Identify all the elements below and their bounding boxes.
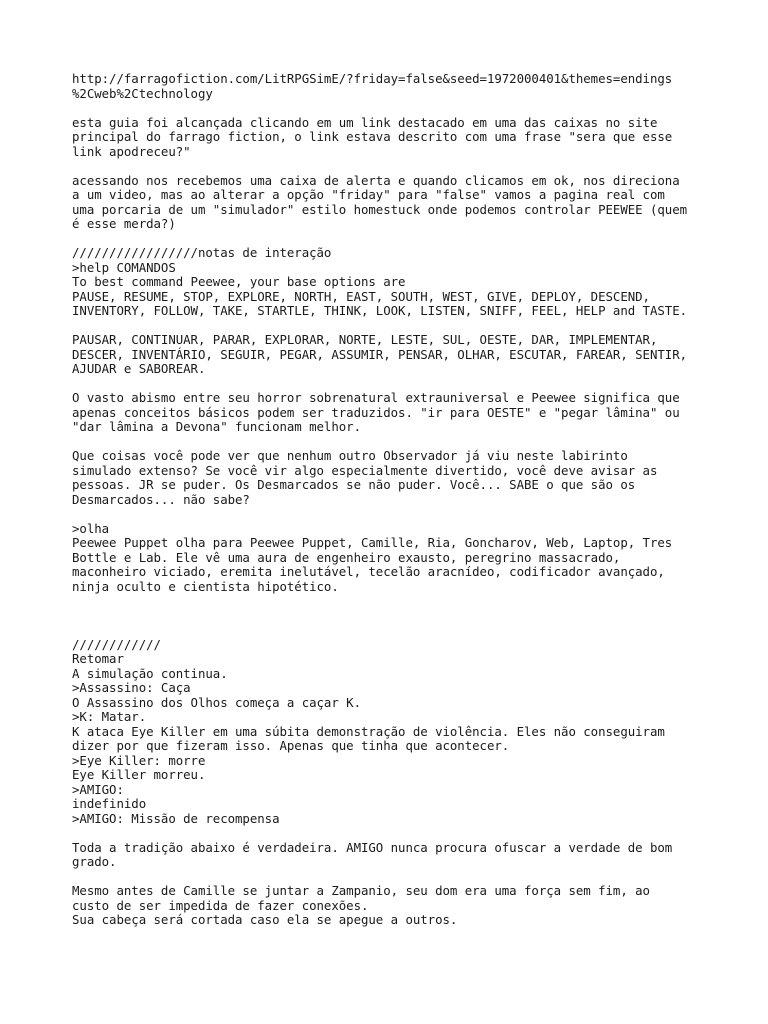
text-line: "dar lâmina a Devona" funcionam melhor. [72,419,361,434]
paragraph-spacer [72,319,712,334]
text-line: Desmarcados... não sabe? [72,491,250,507]
text-line: acessando nos recebemos uma caixa de alerta e quando clicamos em ok, nos direciona [72,172,680,188]
text-line: Bottle e Lab. Ele vê uma aura de engenheiro exausto, peregrino massacrado, [72,549,621,565]
paragraph [72,246,712,319]
text-line: Mesmo antes de Camille se juntar a Zampanio, seu dom era uma força sem fim, ao [72,883,650,898]
paragraph-spacer [72,826,712,841]
text-line: A simulação continua. [72,665,228,681]
text-line: Sua cabeça será cortada caso ela se apegue a outros. [72,912,458,927]
text-line: O vasto abismo entre seu horror sobrenatural extrauniversal e Peewee significa que [72,390,680,405]
text-line: %2Cweb%2Ctechnology [72,85,213,101]
text-line: DESCER, INVENTÁRIO, SEGUIR, PEGAR, ASSUMIR, PENSAR, OLHAR, ESCUTAR, FAREAR, SENTIR, [72,346,688,362]
paragraph [72,391,712,435]
text-line: O Assassino dos Olhos começa a caçar K. [72,694,361,710]
text-line: K ataca Eye Killer em uma súbita demonstração de violência. Eles não conseguiram [72,723,665,739]
paragraph-spacer [72,507,712,522]
paragraph-spacer [72,377,712,392]
paragraph [72,841,712,870]
paragraph [72,116,712,160]
paragraph [72,333,712,377]
paragraph-spacer [72,594,712,638]
document-body [72,72,712,928]
paragraph [72,522,712,595]
text-line: a um video, mas ao alterar a opção "friday" para "false" vamos a pagina real com [72,187,665,202]
text-line: Eye Killer morreu. [72,767,206,782]
paragraph-spacer [72,435,712,450]
text-line: principal do farrago fiction, o link estava descrito com uma frase "sera que esse [72,129,673,144]
text-line: apenas conceitos básicos podem ser traduzidos. "ir para OESTE" e "pegar lâmina" ou [72,404,680,420]
text-line: Retomar [72,651,124,666]
text-line: PAUSAR, CONTINUAR, PARAR, EXPLORAR, NORTE, LESTE, SUL, OESTE, DAR, IMPLEMENTAR, [72,332,658,347]
paragraph [72,174,712,232]
text-line: >help COMANDOS [72,259,176,275]
text-line: >olha [72,520,110,536]
paragraph [72,884,712,928]
paragraph [72,638,712,827]
text-line: >Eye Killer: morre [72,752,206,768]
text-line: >K: Matar. [72,709,147,724]
text-line: /////////////////notas de interação [72,245,332,260]
text-line: INVENTORY, FOLLOW, TAKE, STARTLE, THINK, LOOK, LISTEN, SNIFF, FEEL, HELP and TASTE. [72,303,688,318]
text-line: uma porcaria de um "simulador" estilo homestuck onde podemos controlar PEEWEE (quem [72,201,688,217]
text-line: To best command Peewee, your base options are [72,274,406,289]
text-line: >AMIGO: [72,781,124,797]
paragraph-spacer [72,232,712,247]
text-line: http://farragofiction.com/LitRPGSimE/?friday=false&seed=1972000401&themes=endings [72,71,673,86]
text-line: link apodreceu?" [72,143,191,159]
text-line: Que coisas você pode ver que nenhum outro Observador já viu neste labirinto [72,448,628,463]
paragraph [72,449,712,507]
text-line: esta guia foi alcançada clicando em um link destacado em uma das caixas no site [72,114,658,130]
text-line: é esse merda?) [72,216,176,231]
text-line: >Assassino: Caça [72,680,191,695]
text-line: grado. [72,854,117,869]
text-line: Toda a tradição abaixo é verdadeira. AMIGO nunca procura ofuscar a verdade de bom [72,839,673,855]
text-line: ninja oculto e cientista hipotético. [72,578,339,594]
text-line: pessoas. JR se puder. Os Desmarcados se não puder. Você... SABE o que são os [72,477,636,492]
text-line: simulado extenso? Se você vir algo especialmente divertido, você deve avisar as [72,462,658,478]
text-line: >AMIGO: Missão de recompensa [72,810,280,826]
text-line: //////////// [72,636,161,652]
paragraph [72,72,712,101]
paragraph-spacer [72,870,712,885]
text-line: dizer por que fizeram isso. Apenas que tinha que acontecer. [72,738,510,753]
text-line: Peewee Puppet olha para Peewee Puppet, Camille, Ria, Goncharov, Web, Laptop, Tres [72,535,673,550]
text-line: custo de ser impedida de fazer conexões. [72,897,369,913]
text-line: PAUSE, RESUME, STOP, EXPLORE, NORTH, EAST, SOUTH, WEST, GIVE, DEPLOY, DESCEND, [72,288,650,304]
text-line: maconheiro viciado, eremita inelutável, tecelão aracnídeo, codificador avançado, [72,564,665,579]
text-line: indefinido [72,796,147,811]
paragraph-spacer [72,101,712,116]
text-line: AJUDAR e SABOREAR. [72,361,206,376]
paragraph-spacer [72,159,712,174]
